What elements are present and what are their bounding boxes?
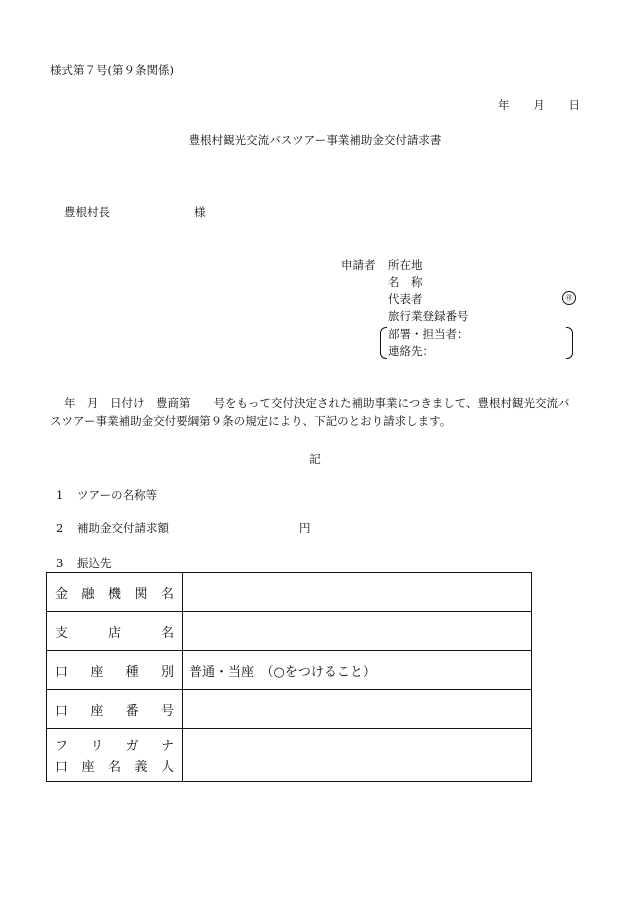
item-3-label: 振込先 xyxy=(76,556,112,570)
applicant-travel-reg-label: 旅行業登録番号 xyxy=(388,309,469,323)
item-1-label: ツアーの名称等 xyxy=(76,488,158,502)
holder-label-char: 口 xyxy=(55,760,69,775)
institution-label-char: 機 xyxy=(107,586,121,602)
branch-value-cell[interactable] xyxy=(183,612,532,651)
account-number-value-cell[interactable] xyxy=(183,690,532,729)
date-day: 日 xyxy=(568,98,580,112)
furigana-label-char: リ xyxy=(90,739,104,754)
branch-label-cell xyxy=(47,612,183,651)
item-1 xyxy=(56,487,157,503)
account-type-label-char: 種 xyxy=(125,664,139,680)
bank-table xyxy=(46,572,532,782)
account-type-label-char: 口 xyxy=(55,664,69,680)
holder-label-cell xyxy=(47,729,183,782)
bracket-left xyxy=(380,327,387,359)
account-type-value: 普通・当座 （○をつけること） xyxy=(189,664,376,680)
holder-label-char: 座 xyxy=(81,760,95,775)
institution-label-char: 金 xyxy=(55,586,69,602)
institution-value-cell[interactable] xyxy=(183,573,532,612)
account-number-label xyxy=(55,700,174,719)
account-type-label-cell xyxy=(47,651,183,690)
holder-label-char: 名 xyxy=(107,760,121,775)
institution-label-char: 名 xyxy=(160,586,174,602)
institution-label xyxy=(55,583,174,602)
account-number-label-cell xyxy=(47,690,183,729)
account-number-label-char: 号 xyxy=(160,703,174,719)
item-1-number: 1 xyxy=(56,488,64,502)
applicant-dept-label: 部署・担当者： xyxy=(388,327,469,341)
furigana-label-char: ナ xyxy=(160,739,174,754)
body-line-2: スツアー事業補助金交付要綱第９条の規定により、下記のとおり請求します。 xyxy=(50,414,452,428)
holder-value-cell[interactable] xyxy=(183,729,532,782)
account-type-label-char: 別 xyxy=(160,664,174,680)
holder-label-char: 人 xyxy=(160,760,174,775)
recipient-honorific: 様 xyxy=(194,205,206,219)
holder-label xyxy=(55,756,174,775)
item-2-number: 2 xyxy=(56,521,64,535)
item-2-unit: 円 xyxy=(299,521,311,535)
item-3-number: 3 xyxy=(56,556,64,570)
applicant-representative-label: 代表者 xyxy=(388,292,423,306)
date-year: 年 xyxy=(498,98,510,112)
ki-heading: 記 xyxy=(309,452,321,466)
applicant-name-label: 名 称 xyxy=(388,275,423,289)
furigana-label xyxy=(55,735,174,754)
furigana-label-char: フ xyxy=(55,739,69,754)
account-number-label-char: 番 xyxy=(125,703,139,719)
institution-label-char: 融 xyxy=(81,586,95,602)
recipient-name: 豊根村長 xyxy=(64,205,110,219)
branch-label-char: 店 xyxy=(107,625,121,641)
account-type-value-cell[interactable] xyxy=(183,651,532,690)
seal-icon: ㊞ xyxy=(562,291,576,305)
form-number: 様式第７号(第９条関係) xyxy=(50,63,174,77)
body-line-1: 年 月 日付け 豊商第 号をもって交付決定された補助事業につきまして、豊根村観光交流バ xyxy=(64,396,570,410)
account-number-label-char: 座 xyxy=(90,703,104,719)
item-2-label: 補助金交付請求額 xyxy=(76,521,169,535)
account-number-label-char: 口 xyxy=(55,703,69,719)
bracket-right xyxy=(566,327,573,359)
applicant-contact-label: 連絡先： xyxy=(388,344,434,358)
date-line xyxy=(498,97,580,113)
holder-label-char: 義 xyxy=(134,760,148,775)
account-type-label-char: 座 xyxy=(90,664,104,680)
item-2 xyxy=(56,520,169,536)
document-title: 豊根村観光交流バスツアー事業補助金交付請求書 xyxy=(188,133,442,147)
table-row-holder xyxy=(47,729,532,782)
table-row-institution xyxy=(47,573,532,612)
branch-label xyxy=(55,622,174,641)
institution-label-char: 関 xyxy=(134,586,148,602)
item-3 xyxy=(56,555,111,571)
branch-label-char: 支 xyxy=(55,625,69,641)
branch-label-char: 名 xyxy=(160,625,174,641)
furigana-label-char: ガ xyxy=(125,739,139,754)
institution-label-cell xyxy=(47,573,183,612)
table-row-account-number xyxy=(47,690,532,729)
table-row-branch xyxy=(47,612,532,651)
table-row-account-type xyxy=(47,651,532,690)
applicant-address-label: 所在地 xyxy=(388,258,423,272)
applicant-heading: 申請者 xyxy=(341,258,376,272)
date-month: 月 xyxy=(533,98,545,112)
account-type-label xyxy=(55,661,174,680)
